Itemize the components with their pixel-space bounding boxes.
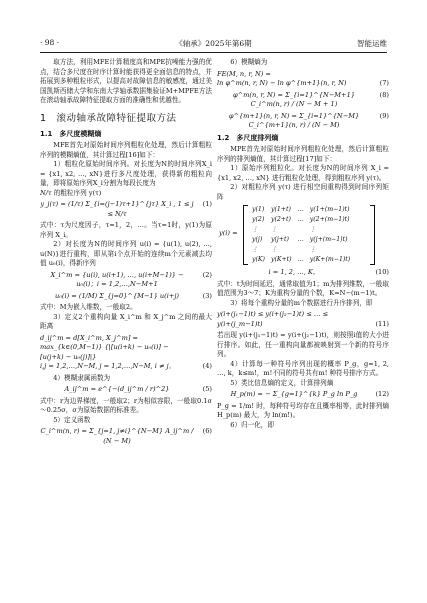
equation-4: d_ij^m = d[X_i^m, X_j^m] = max_{k∈(0,M−1)} {|[u(i+k) − u₀(i)] − [u(j+k) − u₀(j)]|} i,j = 1,2,…,N−M, j = 1,2,…,N−M, i ≠ j。 (4) <box>40 333 212 370</box>
matrix-cell: y(K) <box>252 256 265 263</box>
paragraph: N/τ 的粗粒序列 y(τ) <box>40 188 102 197</box>
matrix-cell: y(2) <box>252 216 265 223</box>
paragraph: 式中：M为嵌入维数，一般取2。 <box>40 303 137 311</box>
equation-9: φ^{m+1}(n, r, N) = Σ_{i=1}^{N−M} C_i^{m+1}(n, r) / (N − M) (9) <box>228 111 389 129</box>
equation-10-matrix: y(i) = y(1) y(1+t) … y(1+(m−1)t) y(2) y(2+t) … y(2+(m−1)t) ⋮ ⋮ ⋮ y(j) y(j+t) … y(j+(m−1)t) ⋮ ⋮ ⋮ y(K) y(K+t) … y(K+(m−1)t) <box>229 205 389 265</box>
paragraph: 4）模糊隶属函数为 <box>53 373 111 382</box>
equation-8: φ^m(n, r, N) = Σ_{i=1}^{N−M+1} C_i^m(n, r) / (N − M + 1) (8) <box>233 90 389 108</box>
paragraph: P_g = 1/m! 时，每种符号均存在且概率相等，此时排列熵 H_p(m) 最大，为 ln(m!)。 <box>217 401 389 419</box>
matrix-cell: y(j+t) <box>270 236 289 243</box>
paragraph: 2）对长度为N的时间序列 u(i) = {u(1), u(2), …, u(N)}进行重构，即从第i个点开始的连续m个元素减去均值 u₀(i)，得新序列 <box>40 240 212 267</box>
paragraph: 2）对粗粒序列 y(τ) 进行相空间重构得到时间序列矩阵 <box>217 183 389 201</box>
section-name: 智能运维 <box>357 39 387 48</box>
matrix-cell: y(1) <box>252 206 265 213</box>
matrix-cell: ⋮ <box>309 226 316 233</box>
matrix-cell: y(K+(m−1)t) <box>309 256 351 263</box>
equation-1: y_j(τ) = (1/τ) Σ_{i=(j−1)τ+1}^{jτ} X_i , 1 ≤ j ≤ N/τ (1) <box>40 200 212 218</box>
matrix-cell: y(j+(m−1)t) <box>309 236 348 243</box>
matrix-cell: y(j) <box>252 236 263 243</box>
time-series-matrix <box>249 205 353 265</box>
right-column <box>217 58 389 430</box>
paragraph: 若出现 y(i+(j₁−1)t) = y(i+(j₂−1)t)，则按照i值的大小进行排序。如此，任一重构向量都被映射到一个新的符号序列。 <box>217 331 389 358</box>
matrix-cell: … <box>297 236 304 243</box>
paragraph: 4）计算每一种符号序列出现的概率 P_g，g=1, 2, …, k，k≤m!，m!不同的符号共有m! 种符号排序方式。 <box>217 359 389 377</box>
matrix-cell: … <box>297 256 304 263</box>
matrix-row <box>249 215 353 225</box>
section-heading-1: 1 滚动轴承故障特征提取方法 <box>40 112 177 124</box>
equation-12: H_p(m) = − Σ_{g=1}^{k} P_g ln P_g (12) <box>230 390 389 398</box>
left-column <box>40 58 212 448</box>
matrix-cell: y(1+t) <box>270 206 291 213</box>
paragraph: 6）归一化，即 <box>230 420 274 429</box>
paragraph: 1）原始序列粗粒化。对长度为N的时间序列 X_i = {x1, x2, …, xN} 进行粗粒化处理，得到粗粒序列 y(τ)。 <box>217 164 389 182</box>
header-rule <box>40 52 387 53</box>
equation-10: i = 1, 2, …, K， (10) <box>268 268 389 276</box>
paragraph: 1）粗粒化原始时间序列。对长度为N的时间序列X_i = {x1, x2, …, xN}进行多尺度处理，获得新的粗粒向量，即将原始序列X_i分割为每段长度为 <box>40 160 212 187</box>
paragraph: 3）定义2个重构向量 X_i^m 和 X_j^m 之间的最大距离 <box>40 312 212 330</box>
matrix-row <box>249 245 353 255</box>
matrix-row <box>249 225 353 235</box>
subsection-heading-1-1: 1.1 多尺度模糊熵 <box>40 129 102 138</box>
running-header <box>40 38 387 50</box>
matrix-row <box>249 235 353 245</box>
matrix-cell: … <box>297 216 304 223</box>
paragraph: 3）将每个重构分量的m个数据进行升序排列，即 <box>230 298 373 307</box>
equation-11: y(i+(j₁−1)t) ≤ y(i+(j₂−1)t) ≤ … ≤ y(i+(j_m−1)t) (11) <box>217 310 389 328</box>
matrix-cell <box>295 245 307 255</box>
intro-paragraph: 取方法，利用MFE计算精度高和MPE抗噪能力强的优点，结合多尺度在时序计算时能获得更全面信息的特点，并拓展到多种粗粒形式，以提高对故障信息的敏感度，通过美国凯斯西储大学和东南大学轴承数据集验证M+MPFE方法在滚动轴承故障特征提取方面的准确性和优越性。 <box>40 58 212 104</box>
matrix-row <box>249 255 353 265</box>
matrix-cell: ⋮ <box>309 246 316 253</box>
paragraph: 5）定义函数 <box>53 415 91 424</box>
matrix-cell: ⋮ <box>252 246 259 253</box>
journal-title: 《轴承》2025年第6期 <box>175 39 252 48</box>
equation-5: A_ij^m = e^{−(d_ij^m / r)^2} (5) <box>64 385 212 393</box>
paragraph: 式中：r为边界梯度，一般取2；r为相似容限，一般取0.1σ～0.25σ，σ为原始数据的标准差。 <box>40 396 212 414</box>
page-number: · 98 · <box>40 38 60 47</box>
equation-2: X_i^m = {u(i), u(i+1), …, u(i+M−1)} − u₀(i)；i = 1,2,…,N−M+1 (2) <box>50 270 212 288</box>
matrix-cell: y(1+(m−1)t) <box>309 206 350 213</box>
matrix-cell: y(2+t) <box>270 216 291 223</box>
subsection-heading-1-2: 1.2 多尺度排列熵 <box>217 133 279 142</box>
paragraph: 式中：t为时间延迟，通常取值为1；m为排列维数，一般取值范围为3～7；K为重构分量的个数，K=N−(m−1)t。 <box>217 279 389 297</box>
matrix-cell: ⋮ <box>270 246 278 253</box>
paragraph: 式中：τ为尺度因子，τ=1，2，…。当τ=1时，y(1)为原序列 X_i。 <box>40 221 212 239</box>
paragraph: MPE首先对原始时间序列粗粒化处理，然后计算粗粒序列的排列熵值，其计算过程[17]如下： <box>217 145 389 163</box>
paragraph: MFE首先对原始时间序列粗粒化处理，然后计算粗粒序列的模糊熵值，其计算过程[16]如下： <box>40 141 212 159</box>
matrix-cell: y(K+t) <box>270 256 292 263</box>
matrix-cell: ⋮ <box>252 226 259 233</box>
equation-6: C_i^m(n, r) = Σ_{j=1, j≠i}^{N−M} A_ij^m / (N − M) (6) <box>40 427 212 445</box>
equation-7: FE(M, n, r, N) = ln φ^m(n, r, N) − ln φ^{m+1}(n, r, N) (7) <box>217 69 389 87</box>
matrix-cell <box>295 225 307 235</box>
matrix-row <box>249 205 353 215</box>
matrix-cell: y(2+(m−1)t) <box>309 216 350 223</box>
paragraph: 6）模糊熵为 <box>230 58 268 66</box>
matrix-cell: … <box>297 206 304 213</box>
matrix-cell: ⋮ <box>270 226 278 233</box>
paragraph: 5）类比信息熵的定义，计算排列熵 <box>230 378 334 387</box>
equation-3: u₀(i) = (1/M) Σ_{j=0}^{M−1} u(i+j) (3) <box>55 291 212 300</box>
